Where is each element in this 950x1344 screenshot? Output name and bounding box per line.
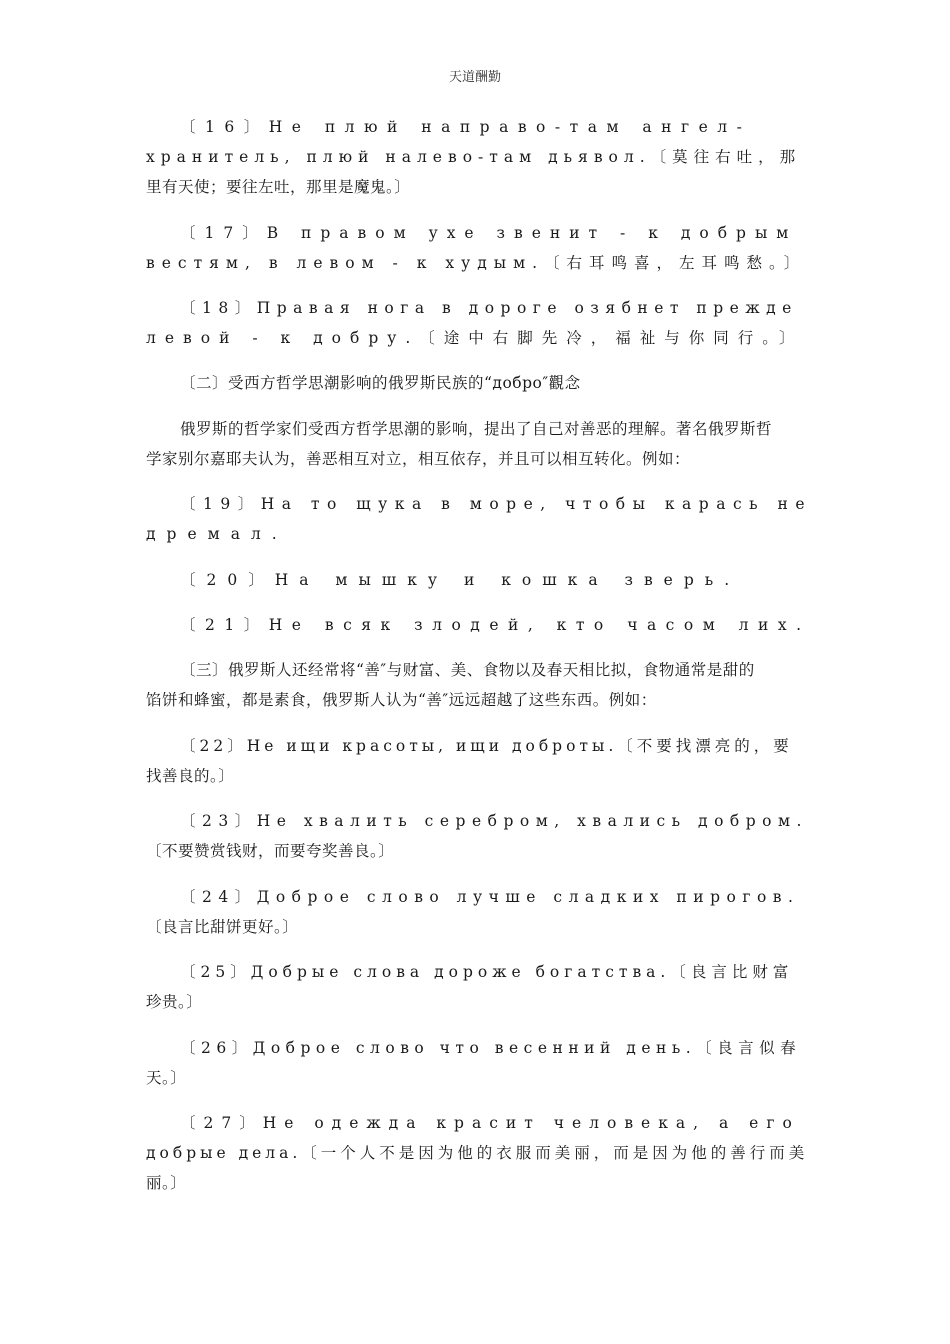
proverb-19-line-2: дремал. <box>146 525 288 543</box>
proverb-27-line-1: 〔27〕Не одежда красит человека, а его <box>180 1114 800 1132</box>
proverb-26-line-1: 〔26〕Доброе слово что весенний день.〔良言似春 <box>180 1039 802 1057</box>
proverb-25-line-1: 〔25〕Добрые слова дороже богатства.〔良言比财富 <box>180 963 794 981</box>
section-3-line-2: 馅饼和蜂蜜，都是素食，俄罗斯人认为“善″远远超越了这些东西。例如： <box>146 691 657 709</box>
proverb-27-line-2: добрые дела.〔一个人不是因为他的衣服而美丽，而是因为他的善行而美 <box>146 1144 809 1162</box>
proverb-20: 〔20〕На мышку и кошка зверь. <box>180 571 741 589</box>
proverb-24-line-2: 〔良言比甜饼更好。〕 <box>146 918 299 936</box>
proverb-22-line-1: 〔22〕Не ищи красоты, ищи доброты.〔不要找漂亮的，要 <box>180 737 793 755</box>
proverb-18-line-2: левой - к добру.〔途中右脚先冷，福祉与你同行。〕 <box>146 329 804 347</box>
section-2-heading: 〔二〕受西方哲学思潮影响的俄罗斯民族的“добро″觀念 <box>180 374 581 392</box>
page-header: 天道酬勤 <box>448 70 501 85</box>
section-3-line-1: 〔三〕俄罗斯人还经常将“善″与财富、美、食物以及春天相比拟，食物通常是甜的 <box>180 661 755 679</box>
proverb-26-line-2: 天。〕 <box>146 1069 187 1087</box>
proverb-18-line-1: 〔18〕Правая нога в дороге озябнет прежде <box>180 299 798 317</box>
proverb-16-line-1: 〔16〕Не плюй направо-там ангел- <box>180 118 752 136</box>
proverb-16-line-3: 里有天使；要往左吐，那里是魔鬼。〕 <box>146 178 411 196</box>
proverb-17-line-1: 〔17〕В правом ухе звенит - к добрым <box>180 224 798 242</box>
proverb-24-line-1: 〔24〕Доброе слово лучше сладких пирогов. <box>180 888 800 906</box>
proverb-25-line-2: 珍贵。〕 <box>146 993 203 1011</box>
proverb-21: 〔21〕Не всяк злодей, кто часом лих. <box>180 616 811 634</box>
section-2-para-line-2: 学家别尔嘉耶夫认为，善恶相互对立，相互依存，并且可以相互转化。例如： <box>146 450 691 468</box>
proverb-16-line-2: хранитель, плюй налево-там дьявол.〔莫往右吐，那 <box>146 148 802 166</box>
proverb-17-line-2: вестям, в левом - к худым.〔右耳鸣喜，左耳鸣愁。〕 <box>146 254 807 272</box>
proverb-19-line-1: 〔19〕На то щука в море, чтобы карась не <box>180 495 813 513</box>
proverb-22-line-2: 找善良的。〕 <box>146 767 235 785</box>
section-2-para-line-1: 俄罗斯的哲学家们受西方哲学思潮的影响，提出了自己对善恶的理解。著名俄罗斯哲 <box>180 420 773 438</box>
proverb-27-line-3: 丽。〕 <box>146 1174 187 1192</box>
proverb-23-line-1: 〔23〕Не хвалить серебром, хвались добром. <box>180 812 808 830</box>
proverb-23-line-2: 〔不要赞赏钱财，而要夸奖善良。〕 <box>146 842 395 860</box>
